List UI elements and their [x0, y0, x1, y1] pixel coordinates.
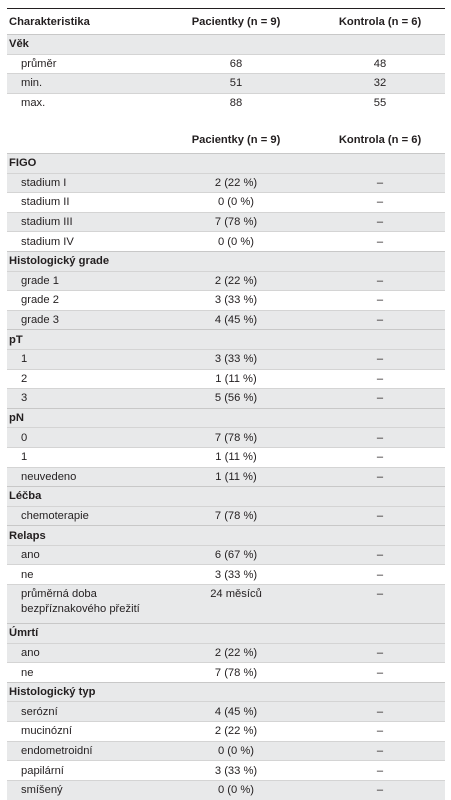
patients-value: 3 (33 %) [157, 349, 315, 369]
patients-value: 7 (78 %) [157, 663, 315, 683]
section-title: Věk [7, 35, 445, 55]
control-value: – [315, 761, 445, 781]
patients-value: 3 (33 %) [157, 565, 315, 585]
patients-value: 1 (11 %) [157, 369, 315, 389]
control-value: – [315, 193, 445, 213]
patients-value: 7 (78 %) [157, 212, 315, 232]
control-value: – [315, 349, 445, 369]
header-row [7, 126, 445, 154]
table-row [7, 389, 445, 409]
table-row [7, 173, 445, 193]
table-row [7, 780, 445, 800]
section-title: pT [7, 330, 445, 350]
header-row [7, 9, 445, 35]
table-row [7, 428, 445, 448]
table-row [7, 291, 445, 311]
row-label: smíšený [7, 780, 157, 800]
row-label: stadium I [7, 173, 157, 193]
patients-value: 24 měsíců [157, 585, 315, 624]
row-label: ano [7, 545, 157, 565]
section-title: Histologický grade [7, 251, 445, 271]
patients-value: 1 (11 %) [157, 447, 315, 467]
section-row [7, 251, 445, 271]
row-label: ne [7, 565, 157, 585]
clinical-characteristics-table [7, 126, 445, 800]
control-value: – [315, 741, 445, 761]
section-row [7, 682, 445, 702]
table-row [7, 506, 445, 526]
control-value: – [315, 545, 445, 565]
table-row [7, 74, 445, 94]
row-label: průměrná doba bezpříznakového přežití [7, 585, 157, 624]
table-row [7, 349, 445, 369]
row-label: serózní [7, 702, 157, 722]
section-row [7, 330, 445, 350]
header-blank [7, 126, 157, 154]
section-row [7, 35, 445, 55]
row-label: stadium IV [7, 232, 157, 252]
row-label: papilární [7, 761, 157, 781]
patients-value: 1 (11 %) [157, 467, 315, 487]
control-value: – [315, 565, 445, 585]
row-label: endometroidní [7, 741, 157, 761]
table-row [7, 702, 445, 722]
control-value: – [315, 663, 445, 683]
patients-value: 7 (78 %) [157, 428, 315, 448]
control-value: – [315, 467, 445, 487]
patients-value: 68 [157, 54, 315, 74]
row-label: 1 [7, 447, 157, 467]
control-value: – [315, 212, 445, 232]
table-row [7, 193, 445, 213]
section-row [7, 487, 445, 507]
section-title: Úmrtí [7, 624, 445, 644]
row-label: ano [7, 643, 157, 663]
row-label: stadium II [7, 193, 157, 213]
table-row [7, 212, 445, 232]
patients-value: 2 (22 %) [157, 271, 315, 291]
table-row [7, 467, 445, 487]
table-row [7, 663, 445, 683]
row-label: grade 2 [7, 291, 157, 311]
section-row [7, 154, 445, 174]
row-label: chemoterapie [7, 506, 157, 526]
header-control: Kontrola (n = 6) [338, 15, 422, 28]
header-patients: Pacientky (n = 9) [191, 15, 281, 28]
row-label: ne [7, 663, 157, 683]
patients-value: 2 (22 %) [157, 643, 315, 663]
table-row [7, 643, 445, 663]
header-patients: Pacientky (n = 9) [191, 133, 281, 146]
control-value: – [315, 232, 445, 252]
row-label: neuvedeno [7, 467, 157, 487]
row-label: mucinózní [7, 722, 157, 742]
row-label: stadium III [7, 212, 157, 232]
patients-value: 2 (22 %) [157, 722, 315, 742]
header-control: Kontrola (n = 6) [338, 133, 422, 146]
patients-value: 4 (45 %) [157, 310, 315, 330]
control-value: 32 [315, 74, 445, 94]
row-label: min. [7, 74, 157, 94]
section-title: Léčba [7, 487, 445, 507]
table-row [7, 565, 445, 585]
patients-value: 0 (0 %) [157, 780, 315, 800]
control-value: – [315, 506, 445, 526]
row-label: max. [7, 93, 157, 113]
control-value: – [315, 447, 445, 467]
patients-value: 51 [157, 74, 315, 94]
control-value: – [315, 369, 445, 389]
patients-value: 0 (0 %) [157, 741, 315, 761]
section-row [7, 526, 445, 546]
table-row [7, 271, 445, 291]
table-row [7, 741, 445, 761]
table-body [7, 154, 445, 800]
control-value: – [315, 389, 445, 409]
table-row [7, 369, 445, 389]
patients-value: 88 [157, 93, 315, 113]
row-label: grade 1 [7, 271, 157, 291]
row-label: 2 [7, 369, 157, 389]
patients-value: 0 (0 %) [157, 232, 315, 252]
section-row [7, 408, 445, 428]
row-label: 0 [7, 428, 157, 448]
control-value: – [315, 271, 445, 291]
control-value: 55 [315, 93, 445, 113]
control-value: – [315, 643, 445, 663]
patients-value: 3 (33 %) [157, 291, 315, 311]
control-value: – [315, 780, 445, 800]
control-value: – [315, 173, 445, 193]
age-table [7, 8, 445, 113]
row-label: průměr [7, 54, 157, 74]
section-title: Relaps [7, 526, 445, 546]
patients-value: 2 (22 %) [157, 173, 315, 193]
table-row [7, 761, 445, 781]
row-label: 3 [7, 389, 157, 409]
patients-value: 0 (0 %) [157, 193, 315, 213]
section-title: pN [7, 408, 445, 428]
patients-value: 7 (78 %) [157, 506, 315, 526]
table-row [7, 232, 445, 252]
control-value: 48 [315, 54, 445, 74]
section-row [7, 624, 445, 644]
table-row [7, 93, 445, 113]
table-row [7, 54, 445, 74]
table-row [7, 545, 445, 565]
control-value: – [315, 428, 445, 448]
table-row [7, 722, 445, 742]
control-value: – [315, 722, 445, 742]
control-value: – [315, 585, 445, 624]
table-row [7, 447, 445, 467]
header-characteristic: Charakteristika [9, 15, 90, 28]
patients-value: 4 (45 %) [157, 702, 315, 722]
control-value: – [315, 310, 445, 330]
table-row [7, 310, 445, 330]
control-value: – [315, 702, 445, 722]
control-value: – [315, 291, 445, 311]
row-label: grade 3 [7, 310, 157, 330]
patients-value: 3 (33 %) [157, 761, 315, 781]
row-label: 1 [7, 349, 157, 369]
section-title: FIGO [7, 154, 445, 174]
patients-value: 6 (67 %) [157, 545, 315, 565]
table-row [7, 585, 445, 624]
patients-value: 5 (56 %) [157, 389, 315, 409]
section-title: Histologický typ [7, 682, 445, 702]
